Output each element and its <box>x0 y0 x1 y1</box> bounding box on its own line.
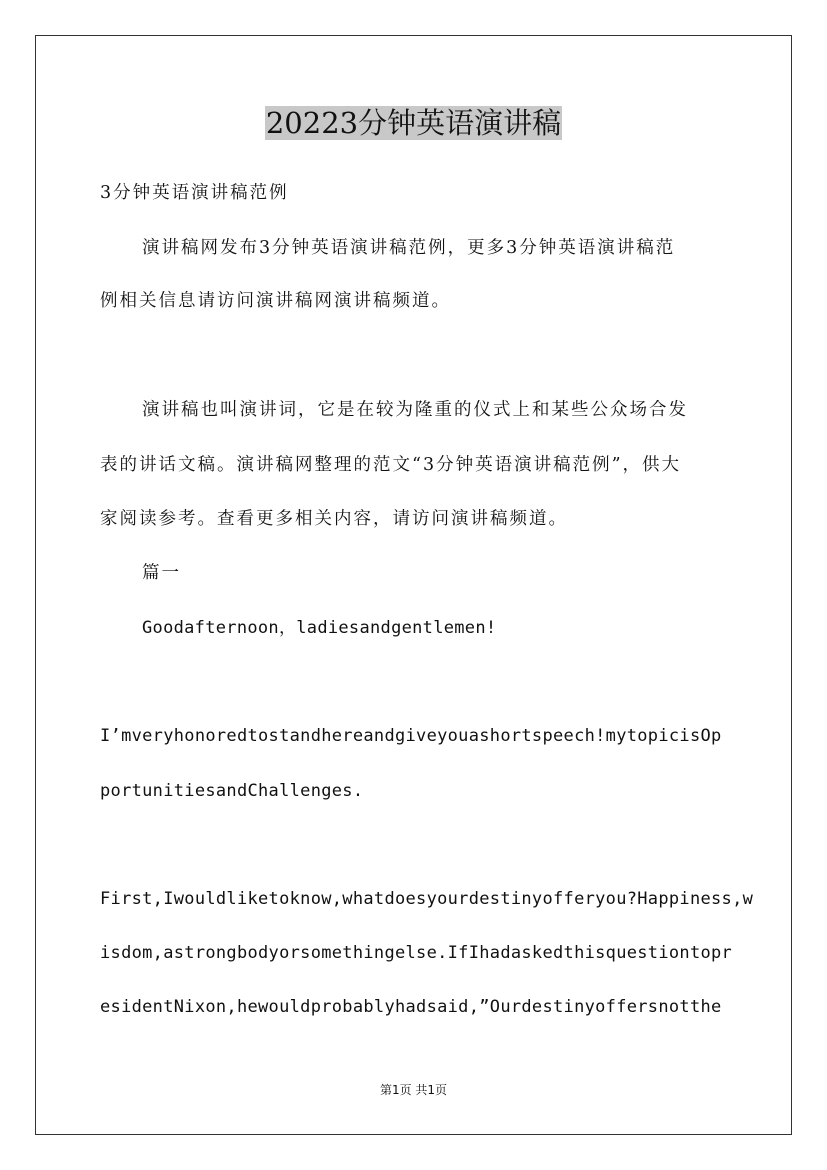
speech-line-5: esidentNixon,hewouldprobablyhadsaid,”Ourdestinyoffersnotthe <box>100 997 722 1017</box>
document-subtitle: 3分钟英语演讲稿范例 <box>100 183 289 203</box>
paragraph-line-definition-1: 演讲稿也叫演讲词，它是在较为隆重的仪式上和某些公众场合发 <box>142 400 688 420</box>
paragraph-line-definition-3: 家阅读参考。查看更多相关内容，请访问演讲稿频道。 <box>100 509 568 529</box>
speech-line-greeting: Goodafternoon，ladiesandgentlemen! <box>142 618 497 638</box>
paragraph-line-intro-2: 例相关信息请访问演讲稿网演讲稿频道。 <box>100 291 451 311</box>
speech-line-1: I’mveryhonoredtostandhereandgiveyouashortspeech!mytopicisOp <box>100 726 722 746</box>
speech-line-3: First,Iwouldliketoknow,whatdoesyourdestinyofferyou?Happiness,w <box>100 889 754 909</box>
section-heading: 篇一 <box>142 563 181 583</box>
speech-line-2: portunitiesandChallenges. <box>100 781 364 801</box>
document-title: 20223分钟英语演讲稿 <box>265 106 562 140</box>
paragraph-line-definition-2: 表的讲话文稿。演讲稿网整理的范文“3分钟英语演讲稿范例”，供大 <box>100 455 682 475</box>
paragraph-line-intro-1: 演讲稿网发布3分钟英语演讲稿范例，更多3分钟英语演讲稿范 <box>142 238 676 258</box>
page-footer: 第1页 共1页 <box>379 1083 448 1097</box>
speech-line-4: isdom,astrongbodyorsomethingelse.IfIhadaskedthisquestiontopr <box>100 943 733 963</box>
